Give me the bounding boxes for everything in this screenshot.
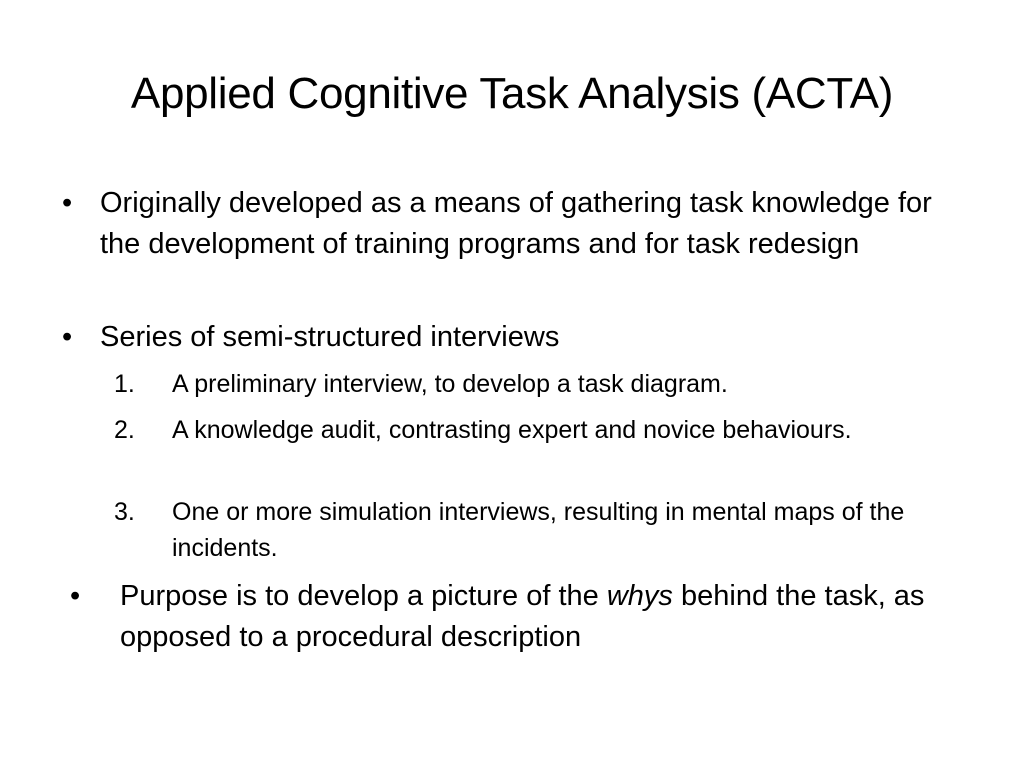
item-text: A knowledge audit, contrasting expert and novice behaviours. <box>172 416 852 444</box>
item-text: One or more simulation interviews, resulting in mental maps of the incidents. <box>172 498 905 562</box>
item-number: 3. <box>114 498 135 526</box>
slide-title: Applied Cognitive Task Analysis (ACTA) <box>130 69 894 118</box>
numbered-item-3 <box>114 494 972 566</box>
bullet-item-1 <box>62 183 970 265</box>
bullet-text-end: behind the task, as opposed to a procedural description <box>120 580 925 653</box>
bullet-text-emphasis: whys <box>606 580 673 612</box>
item-text: A preliminary interview, to develop a task diagram. <box>172 370 728 398</box>
numbered-item-2 <box>114 412 972 448</box>
bullet-marker: • <box>62 187 73 219</box>
bullet-text-start: Purpose is to develop a picture of the <box>120 580 607 612</box>
bullet-item-2 <box>62 317 970 358</box>
item-number: 2. <box>114 416 135 444</box>
bullet-text: Originally developed as a means of gathering task knowledge for the development of training programs and for task redesign <box>100 187 932 260</box>
numbered-item-1 <box>114 366 972 402</box>
bullet-marker: • <box>70 580 81 612</box>
bullet-text: Series of semi-structured interviews <box>100 321 560 353</box>
bullet-marker: • <box>62 321 73 353</box>
bullet-item-3 <box>70 576 980 658</box>
item-number: 1. <box>114 370 135 398</box>
